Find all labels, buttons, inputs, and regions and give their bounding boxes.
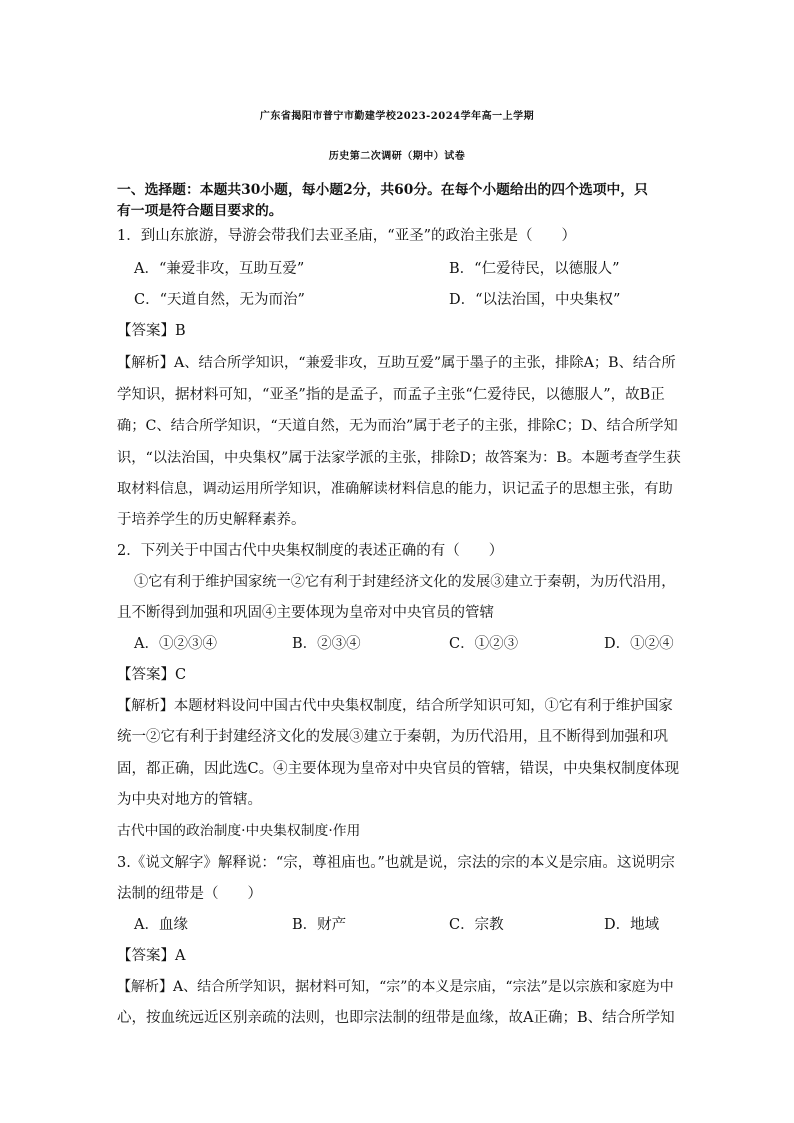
section-instruction-line-1: 一、选择题：本题共30小题，每小题2分，共60分。在每个小题给出的四个选项中，只 bbox=[117, 182, 648, 198]
q2-answer: 【答案】C bbox=[117, 667, 187, 683]
q2-option-c: C．①②③ bbox=[449, 636, 519, 652]
q1-analysis-line-4: 识，“以法治国，中央集权”属于法家学派的主张，排除D；故答案为：B。本题考查学生获 bbox=[117, 450, 681, 466]
q3-option-a: A．血缘 bbox=[134, 917, 188, 933]
q3-option-b: B．财产 bbox=[292, 917, 347, 933]
q3-answer: 【答案】A bbox=[117, 948, 186, 964]
q1-analysis-line-5: 取材料信息，调动运用所学知识，准确解读材料信息的能力，识记孟子的思想主张，有助 bbox=[117, 481, 673, 497]
q3-stem-line-2: 法制的纽带是（ ） bbox=[117, 886, 262, 902]
q2-analysis-line-4: 为中央对地方的管辖。 bbox=[117, 792, 262, 808]
document-title-line-2: 历史第二次调研（期中）试卷 bbox=[328, 151, 466, 162]
document-title-line-1: 广东省揭阳市普宁市勤建学校2023-2024学年高一上学期 bbox=[259, 111, 535, 122]
q2-option-b: B．②③④ bbox=[292, 636, 361, 652]
q3-option-d: D．地域 bbox=[604, 917, 660, 933]
q1-option-a: A．“兼爱非攻，互助互爱” bbox=[134, 261, 305, 277]
q2-material-line-1: ①它有利于维护国家统一②它有利于封建经济文化的发展③建立于秦朝，为历代沿用， bbox=[134, 574, 676, 590]
q3-analysis-line-2: 心，按血统远近区别亲疏的法则，也即宗法制的纽带是血缘，故A正确；B、结合所学知 bbox=[117, 1010, 675, 1026]
section-instruction-line-2: 有一项是符合题目要求的。 bbox=[117, 203, 283, 219]
q3-option-c: C．宗教 bbox=[449, 917, 504, 933]
q2-option-a: A．①②③④ bbox=[134, 636, 217, 652]
q1-analysis-line-2: 学知识，据材料可知，“亚圣”指的是孟子，而孟子主张“仁爱待民，以德服人”，故B正 bbox=[117, 387, 665, 403]
q3-stem-line-1: 3.《说文解字》解释说：“宗，尊祖庙也。”也就是说，宗法的宗的本义是宗庙。这说明宗 bbox=[117, 855, 675, 871]
q1-option-c: C．“天道自然，无为而治” bbox=[134, 292, 305, 308]
q2-topic-tags: 古代中国的政治制度·中央集权制度·作用 bbox=[117, 823, 361, 839]
q1-analysis-line-6: 于培养学生的历史解释素养。 bbox=[117, 512, 306, 528]
q1-option-b: B．“仁爱待民，以德服人” bbox=[449, 261, 620, 277]
q2-option-d: D．①②④ bbox=[604, 636, 674, 652]
q2-material-line-2: 且不断得到加强和巩固④主要体现为皇帝对中央官员的管辖 bbox=[117, 605, 494, 621]
q2-analysis-line-1: 【解析】本题材料设问中国古代中央集权制度，结合所学知识可知，①它有利于维护国家 bbox=[117, 698, 673, 714]
q3-analysis-line-1: 【解析】A、结合所学知识，据材料可知，“宗”的本义是宗庙，“宗法”是以宗族和家庭为中 bbox=[117, 979, 674, 995]
q2-stem: 2．下列关于中国古代中央集权制度的表述正确的有（ ） bbox=[117, 543, 504, 559]
q2-analysis-line-3: 固，都正确，因此选C。④主要体现为皇帝对中央官员的管辖，错误，中央集权制度体现 bbox=[117, 761, 680, 777]
q1-analysis-line-1: 【解析】A、结合所学知识，“兼爱非攻，互助互爱”属于墨子的主张，排除A；B、结合所 bbox=[117, 355, 676, 371]
q1-option-d: D．“以法治国，中央集权” bbox=[449, 292, 621, 308]
q1-analysis-line-3: 确；C、结合所学知识，“天道自然，无为而治”属于老子的主张，排除C；D、结合所学知 bbox=[117, 418, 678, 434]
q1-answer: 【答案】B bbox=[117, 323, 186, 339]
q2-analysis-line-2: 统一②它有利于封建经济文化的发展③建立于秦朝，为历代沿用，且不断得到加强和巩 bbox=[117, 729, 668, 745]
q1-stem: 1．到山东旅游，导游会带我们去亚圣庙，“亚圣”的政治主张是（ ） bbox=[117, 228, 577, 244]
